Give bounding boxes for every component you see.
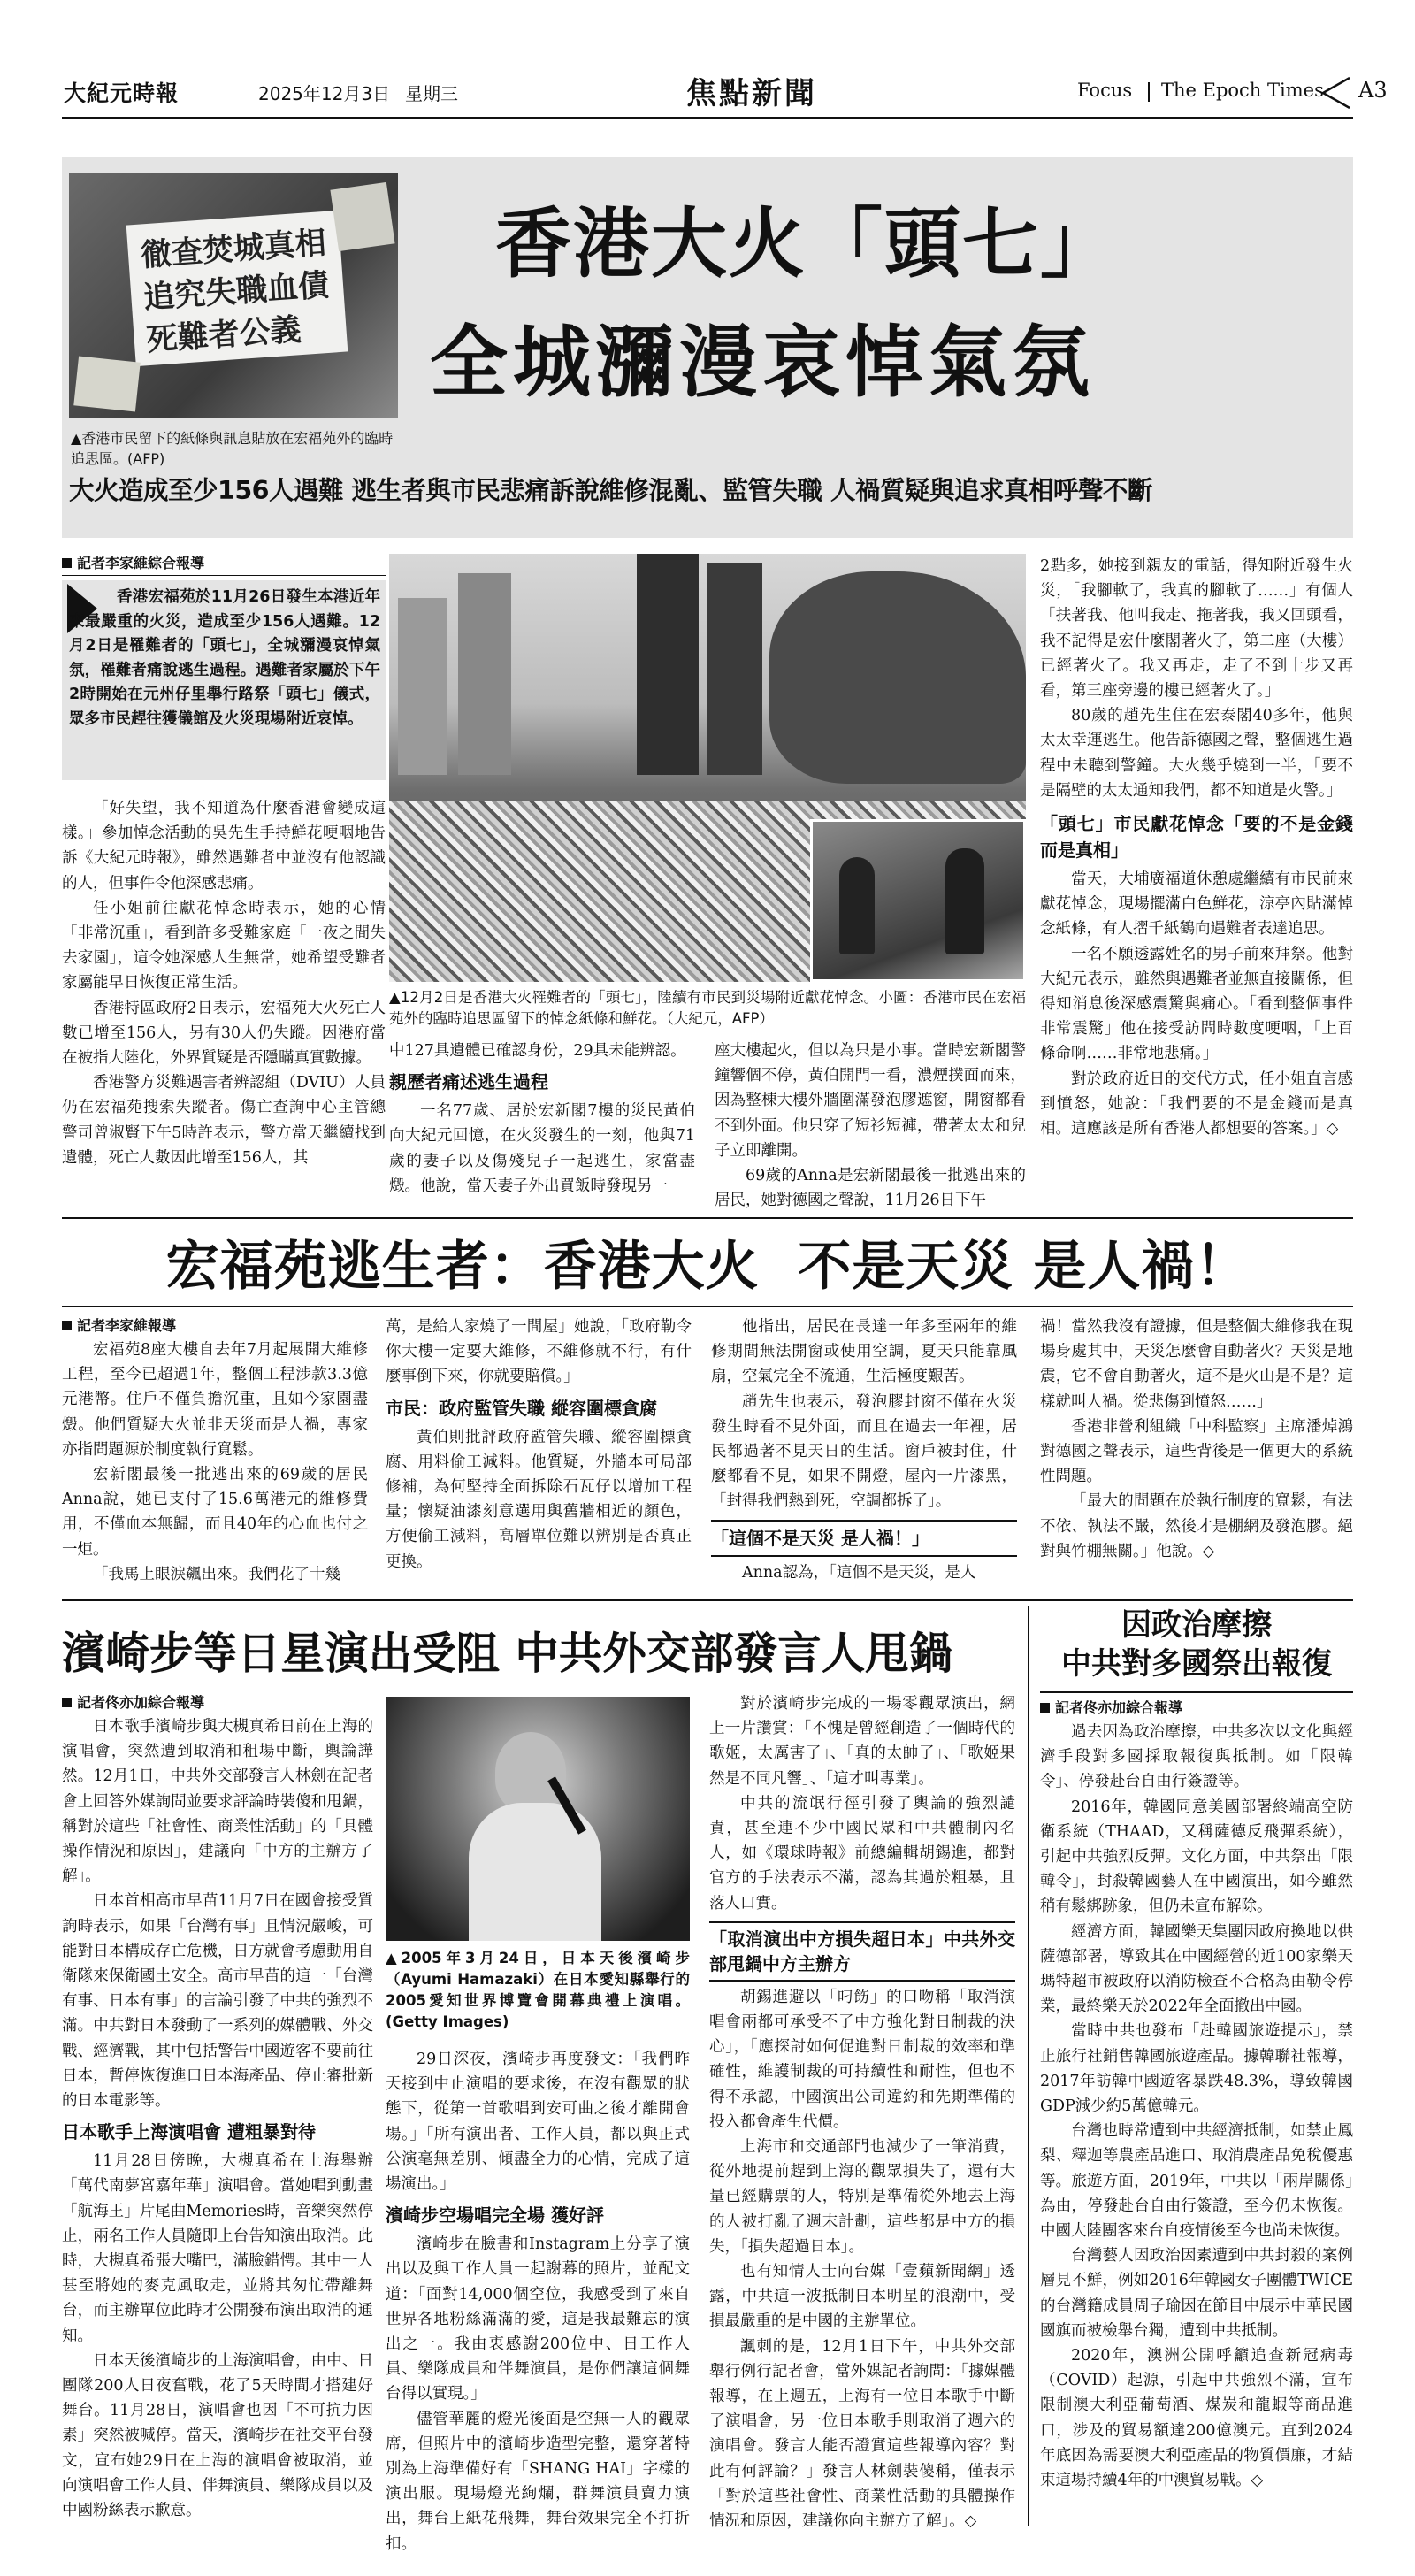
burnt-building: [637, 554, 699, 775]
sanctions-sidebar: [1040, 1606, 1353, 2493]
focus-label: Focus: [1077, 80, 1133, 101]
fire-subhead-escape: 親歷者痛述逃生過程: [389, 1071, 548, 1093]
paragraph: 經濟方面，韓國樂天集團因政府換地以供薩德部署，導致其在中國經營的近100家樂天瑪特超市被政府以消防檢查不合格為由勒令停業，最終樂天於2022年全面撤出中國。: [1040, 1922, 1353, 2016]
paragraph: 台灣也時常遭到中共經濟抵制，如禁止鳳梨、釋迦等農產品進口、取消農產品免稅優惠等。旅遊方面，2019年，中共以「兩岸關係」為由，停發赴台自由行簽證，至今仍未恢復。中國大陸團客來台自疫情後至今也尚未恢復。: [1040, 2122, 1353, 2241]
masthead: [62, 69, 1388, 133]
paragraph: 胡錫進避以「叼飭」的口吻稱「取消演唱會兩都可承受不了中方強化對日制裁的決心」，「應探討如何促進對日制裁的效率和準確性，維護制裁的可持續性和耐性，但也不得不承認，中國演出公司違約和先期準備的投入都會產生代價。: [709, 1988, 1015, 2131]
paragraph: 當時中共也發布「赴韓國旅遊提示」，禁止旅行社銷售韓國旅遊產品。據韓聯社報導，2017年訪韓中國遊客暴跌48.3%，導致韓國GDP減少約5萬億韓元。: [1040, 2022, 1353, 2116]
hamasaki-photo: [386, 1697, 690, 1941]
paragraph: 「好失望，我不知道為什麼香港會變成這樣。」參加悼念活動的吳先生手持鮮花哽咽地告訴《大紀元時報》，雖然遇難者中並沒有他認識的人，但事件令他深感悲痛。: [62, 800, 386, 893]
paragraph: 69歲的Anna是宏新閣最後一批逃出來的居民，她對德國之聲說，11月26日下午: [715, 1167, 1026, 1210]
sticky-note: [330, 182, 394, 251]
paragraph: 中127具遺體已確認身份，29具未能辨認。: [389, 1042, 686, 1060]
paragraph: 2016年，韓國同意美國部署終端高空防衛系統（THAAD，又稱薩德反飛彈系統），引起中共強烈反彈。文化方面，中共祭出「限韓令」，封殺韓國藝人在中國演出，如今雖然稍有鬆綁跡象，但仍未宣布解除。: [1040, 1798, 1353, 1916]
paragraph: 當天，大埔廣福道休憩處繼續有市民前來獻花悼念，現場擺滿白色鮮花，涼亭內貼滿悼念紙條，有人摺千紙鶴向遇難者表達追思。: [1040, 870, 1353, 939]
paragraph: Anna認為，「這個不是天災，是人: [742, 1563, 976, 1582]
burnt-building: [458, 573, 511, 775]
hamasaki-column-1: [62, 1691, 373, 2523]
paragraph: 2點多，她接到親友的電話，得知附近發生火災，「我腳軟了，我真的腳軟了……」有個人「扶著我、他叫我走、拖著我，我又回頭看，我不記得是宏什麼閣著火了，第二座（大樓）已經著火了。我又再走，走了不到十步又再看，第三座旁邊的樓已經著火了。」: [1040, 557, 1353, 701]
fire-byline: 記者李家維綜合報導: [62, 552, 386, 576]
banner-line-3: 死難者公義: [145, 311, 302, 359]
paragraph: 日本首相高市早苗11月7日在國會接受質詢時表示，如果「台灣有事」且情況嚴峻，可能對日本構成存亡危機，日方就會考慮動用自衛隊來保衛國土安全。高市早苗的這一「台灣有事、日本有事」的言論引發了中共的強烈不滿。中共對日本發動了一系列的媒體戰、外交戰、經濟戰，其中包括警告中國遊客不要前往日本，暫停恢復進口日本海產品、停止審批新的日本電影等。: [62, 1892, 373, 2111]
paragraph: 日本歌手濱崎步與大槻真希日前在上海的演唱會，突然遭到取消和租場中斷，輿論譁然。12月1日，中共外交部發言人林劍在記者會上回答外媒詢問並要求評論時裝傻和甩鍋，稱對於這些「社會性、商業性活動」的「具體操作情況和原因」，建議向「中方的主辦方了解」。: [62, 1718, 373, 1886]
inset-figure: [945, 848, 984, 954]
hamasaki-column-3: [709, 1691, 1015, 2534]
paragraph: 對於政府近日的交代方式，任小姐直言感到憤怒，她說：「我們要的不是金錢而是真相。這應該是所有香港人都想要的答案。」◇: [1040, 1070, 1353, 1138]
memorial-notes-photo: [69, 173, 398, 418]
memorial-photo-caption: ▲香港市民留下的紙條與訊息貼放在宏福苑外的臨時追思區。(AFP): [71, 430, 394, 467]
paragraph: 中共的流氓行徑引發了輿論的強烈譴責，甚至連不少中國民眾和中共體制內名人，如《環球時報》前總編輯胡錫進，都對官方的手法表示不滿，認為其過於粗暴，且落人口實。: [709, 1794, 1015, 1913]
tree-canopy: [769, 571, 1026, 784]
paragraph: 他指出，居民在長達一年多至兩年的維修期間無法開窗或使用空調，夏天只能靠風扇，空氣完全不流通，生活極度艱苦。: [711, 1318, 1017, 1386]
sanctions-rule: [1040, 1691, 1353, 1693]
sanctions-headline-line-1: 因政治摩擦: [1121, 1607, 1272, 1643]
banner-line-1: 徹查焚城真相: [139, 224, 328, 274]
paragraph: 29日深夜，濱崎步再度發文：「我們昨天接到中止演唱的要求後，在沒有觀眾的狀態下，從第一首歌唱到安可曲之後才離開會場。」「所有演出者、工作人員，都以與正式公演毫無差別、傾盡全力的心情，完成了這場演出。」: [386, 2051, 690, 2194]
singer-figure: [495, 1732, 566, 1812]
photo-banner: [126, 211, 348, 366]
fire-headline-line-1: 香港大火「頭七」: [495, 199, 1118, 288]
survivor-subhead-oversight: 市民：政府監管失職 縱容圍標貪腐: [386, 1397, 657, 1419]
paragraph: 香港警方災難遇害者辨認組（DVIU）人員仍在宏福苑搜索失蹤者。傷亡查詢中心主管總警司曾淑賢下午5時許表示，警方當天繼續找到遺體，死亡人數因此增至156人，其: [62, 1074, 386, 1167]
paragraph: 宏福苑8座大樓自去年7月起展開大維修工程，至今已超過1年，整個工程涉款3.3億元港幣。住戶不僅負擔沉重，且如今家園盡燬。他們質疑大火並非天災而是人禍，專家亦指問題源於制度執行寬鬆。: [62, 1341, 368, 1459]
survivor-column-1: [62, 1315, 368, 1587]
paragraph: 80歲的趙先生住在宏泰閣40多年，他與太太幸運逃生。他告訴德國之聲，整個逃生過程中未聽到警鐘。大火幾乎燒到一半，「要不是隔壁的太太通知我們，都不知道是火警。」: [1040, 707, 1353, 800]
survivor-column-4: [1040, 1315, 1353, 1564]
paragraph: 一名77歲、居於宏新閣7樓的災民黃伯向大紀元回憶，在火災發生的一刻，他與71歲的妻子以及傷殘兒子一起逃生，家當盡燬。他說，當天妻子外出買飯時發現另一: [389, 1102, 695, 1195]
burnt-building: [398, 598, 447, 775]
page-arrow-icon: [1318, 76, 1353, 110]
hamasaki-subhead-empty-venue: 濱崎步空場唱完全場 獲好評: [386, 2204, 604, 2227]
hamasaki-subhead-shanghai: 日本歌手上海演唱會 遭粗暴對待: [62, 2121, 316, 2143]
banner-line-2: 追究失職血債: [142, 266, 331, 317]
hamasaki-byline: 記者佟亦加綜合報導: [62, 1691, 373, 1714]
fire-subhead-tribute: 「頭七」市民獻花悼念「要的不是金錢而是真相」: [1040, 813, 1353, 862]
paragraph: 香港特區政府2日表示，宏福苑大火死亡人數已增至156人，另有30人仍失蹤。因港府當在被指大陸化，外界質疑是否隱瞞真實數據。: [62, 999, 386, 1068]
paragraph: 日本天後濱崎步的上海演唱會，由中、日團隊200人日夜奮戰，花了5天時間才搭建好舞台。11月28日，演唱會也因「不可抗力因素」突然被喊停。當天，濱崎步在社交平台發文，宣布她29日在上海的演唱會被取消，並向演唱會工作人員、伴舞演員、樂隊成員以及中國粉絲表示歉意。: [62, 2351, 373, 2520]
survivor-byline: 記者李家維報導: [62, 1315, 368, 1338]
sticky-note: [73, 356, 140, 411]
paragraph: 對於濱崎步完成的一場零觀眾演出，網上一片讚賞：「不愧是曾經創造了一個時代的歌姬，太厲害了」、「真的太帥了」、「歌姬果然是不同凡響」、「這才叫專業」。: [709, 1695, 1015, 1788]
hamasaki-photo-caption: ▲2005年3月24日，日本天後濱崎步（Ayumi Hamazaki）在日本愛知縣舉行的2005愛知世界博覽會開幕典禮上演唱。(Getty Images): [386, 1950, 690, 2030]
fire-lead-text: 香港宏福苑於11月26日發生本港近年來最嚴重的火災，造成至少156人遇難。12月2日是罹難者的「頭七」，全城瀰漫哀悼氣氛，罹難者痛說逃生過程。遇難者家屬於下午2時開始在元州仔里舉行路祭「頭七」儀式，眾多市民趕往獲儀館及火災現場附近哀悼。: [69, 588, 380, 728]
paragraph: 一名不願透露姓名的男子前來拜祭。他對大紀元表示，雖然與遇難者並無直接關係，但得知消息後深感震驚與痛心。「看到整個事件非常震驚」他在接受訪問時數度哽咽，「上百條命啊……非常地悲痛。」: [1040, 945, 1353, 1063]
paragraph: 儘管華麗的燈光後面是空無一人的觀眾席，但照片中的濱崎步造型完整，還穿著特別為上海準備好有「SHANG HAI」字樣的演出服。現場燈光絢爛，群舞演員賣力演出，舞台上紙花飛舞，舞台效果完全不打折扣。: [386, 2410, 690, 2553]
section-rule: [62, 1599, 1353, 1601]
paragraph: 趙先生也表示，發泡膠封窗不僅在火災發生時看不見外面，而且在過去一年裡，居民都過著不見天日的生活。窗戶被封住，什麼都看不見，如果不開燈，屋內一片漆黑，「封得我們熱到死，空調都拆了」。: [711, 1392, 1017, 1511]
memorial-flowers-caption: ▲12月2日是香港大火罹難者的「頭七」，陸續有市民到災場附近獻花悼念。小圖：香港市民在宏福苑外的臨時追思區留下的悼念紙條和鮮花。（大紀元，AFP）: [389, 989, 1026, 1027]
paragraph: 過去因為政治摩擦，中共多次以文化與經濟手段對多國採取報復與抵制。如「限韓令」、停發赴台自由行簽證等。: [1040, 1723, 1353, 1791]
paragraph: 香港非營利組織「中科監察」主席潘焯鴻對德國之聲表示，這些背後是一個更大的系統性問題。: [1040, 1417, 1353, 1486]
hamasaki-column-2: [386, 2047, 690, 2557]
paragraph: 也有知情人士向台媒「壹蘋新聞網」透露，中共這一波抵制日本明星的浪潮中，受損最嚴重的是中國的主辦單位。: [709, 2263, 1015, 2331]
paragraph: 濱崎步在臉書和Instagram上分享了演出以及與工作人員一起謝幕的照片，並配文道：「面對14,000個空位，我感受到了來自世界各地粉絲滿滿的愛，這是我最難忘的演出之一。我由衷感謝200位中、日工作人員、樂隊成員和伴舞演員，是你們讓這個舞台得以實現。」: [386, 2235, 690, 2404]
paragraph: 萬，是給人家燒了一間屋」她說，「政府勒令你大樓一定要大維修，不維修就不行，有什麼事倒下來，你就要賠償。」: [386, 1318, 692, 1386]
issue-date: 2025年12月3日: [258, 83, 391, 104]
paper-name: 大紀元時報: [64, 80, 180, 106]
survivor-headline: 宏福苑逃生者：香港大火 不是天災 是人禍！: [165, 1236, 1250, 1298]
burnt-building: [708, 563, 762, 775]
issue-weekday: 星期三: [405, 83, 458, 104]
brand-name: The Epoch Times: [1161, 80, 1324, 101]
paragraph: 禍！當然我沒有證據，但是整個大維修我在現場身處其中，天災怎麼會自動著火？天災是地震，它不會自動著火，這不是火山是不是？這樣就叫人禍。從悲傷到憤怒……」: [1040, 1318, 1353, 1411]
section-rule: [62, 1217, 1353, 1219]
hamasaki-subhead-loss: 「取消演出中方損失超日本」中共外交部甩鍋中方主辦方: [709, 1921, 1015, 1982]
paragraph: 台灣藝人因政治因素遭到中共封殺的案例層見不鮮，例如2016年韓國女子團體TWICE的台灣籍成員周子瑜因在節目中展示中華民國國旗而被檢舉台獨，遭到中共抵制。: [1040, 2247, 1353, 2340]
survivor-subhead-disaster: 「這個不是天災 是人禍！」: [711, 1520, 1017, 1557]
hamasaki-headline: 濱崎步等日星演出受阻 中共外交部發言人甩鍋: [62, 1628, 953, 1679]
paragraph: 任小姐前往獻花悼念時表示，她的心情「非常沉重」，看到許多受難家庭「一夜之間失去家園」，這令她深感人生無常，她希望受難者家屬能早日恢復正常生活。: [62, 899, 386, 993]
inset-photo: [810, 819, 1026, 982]
paragraph: 黃伯則批評政府監管失職、縱容圍標貪腐、用料偷工減料。他質疑，外牆本可局部修補，為何堅持全面拆除石瓦仔以增加工程量；懷疑油漆刻意選用與舊牆相近的顏色，方便偷工減料，高層單位難以辨別是否真正更換。: [386, 1428, 692, 1571]
section-name: 焦點新聞: [686, 76, 817, 111]
fire-lead-box: [62, 580, 386, 780]
paragraph: 座大樓起火，但以為只是小事。當時宏新閣警鐘響個不停，黃伯開門一看，濃煙撲面而來，因為整棟大樓外牆圍滿發泡膠遮窗，開窗都看不到外面。他只穿了短衫短褲，帶著太太和兒子立即離開。: [715, 1042, 1026, 1160]
paragraph: 宏新閣最後一批逃出來的69歲的居民Anna說，她已支付了15.6萬港元的維修費用，不僅血本無歸，而且40年的心血也付之一炬。: [62, 1466, 368, 1559]
section-rule: [62, 1306, 1353, 1307]
page-number: A3: [1358, 78, 1388, 103]
fire-column-2: [389, 1039, 695, 1199]
paragraph: 「我馬上眼淚飆出來。我們花了十幾: [93, 1565, 340, 1583]
survivor-column-2: [386, 1315, 692, 1575]
sanctions-byline: 記者佟亦加綜合報導: [1040, 1697, 1353, 1720]
fire-right-column: [1040, 554, 1353, 1141]
fire-column-1: [62, 796, 386, 1170]
header-separator: [1148, 82, 1150, 102]
vertical-divider: [1028, 1606, 1029, 2526]
fire-column-3: [715, 1039, 1026, 1213]
survivor-column-3: [711, 1315, 1017, 1585]
inset-figure: [839, 857, 875, 954]
paragraph: 「最大的問題在於執行制度的寬鬆，有法不依、執法不嚴，然後才是棚網及發泡膠。絕對與竹棚無關。」他說。◇: [1040, 1492, 1353, 1560]
paragraph: 上海市和交通部門也減少了一筆消費，從外地提前趕到上海的觀眾損失了，還有大量已經購票的人，特別是準備從外地去上海的人被打亂了週末計劃，這些都是中方的損失，「損失超過日本」。: [709, 2138, 1015, 2256]
fire-subheadline: 大火造成至少156人遇難 逃生者與市民悲痛訴說維修混亂、監管失職 人禍質疑與追求真相呼聲不斷: [69, 476, 1152, 505]
paragraph: 諷刺的是，12月1日下午，中共外交部舉行例行記者會，當外媒記者詢問：「據媒體報導，在上週五，上海有一位日本歌手中斷了演唱會，另一位日本歌手則取消了週六的演唱會。發言人能否證實這些報導內容？對此有何評論？」發言人林劍裝傻稱，僅表示「對於這些社會性、商業性活動的具體操作情況和原因，建議你向主辦方了解」。◇: [709, 2337, 1015, 2531]
paragraph: 2020年，澳洲公開呼籲追查新冠病毒（COVID）起源，引起中共強烈不滿，宣布限制澳大利亞葡萄酒、煤炭和龍蝦等商品進口，涉及的貿易額達200億澳元。直到2024年底因為需要澳大利亞產品的物質價廉，才結束這場持續4年的中澳貿易戰。◇: [1040, 2347, 1353, 2490]
fire-headline-line-2: 全城瀰漫哀悼氣氛: [430, 316, 1096, 408]
masthead-rule: [62, 117, 1353, 119]
paragraph: 11月28日傍晚，大槻真希在上海舉辦「萬代南夢宮嘉年華」演唱會。當她唱到動畫「航海王」片尾曲Memories時，音樂突然停止，兩名工作人員隨即上台告知演出取消。此時，大槻真希張大嘴巴，滿臉錯愕。其中一人甚至將她的麥克風取走，並將其匆忙帶離舞台，而主辦單位此時才公開發布演出取消的通知。: [62, 2152, 373, 2345]
sanctions-headline-line-2: 中共對多國祭出報復: [1061, 1646, 1332, 1682]
